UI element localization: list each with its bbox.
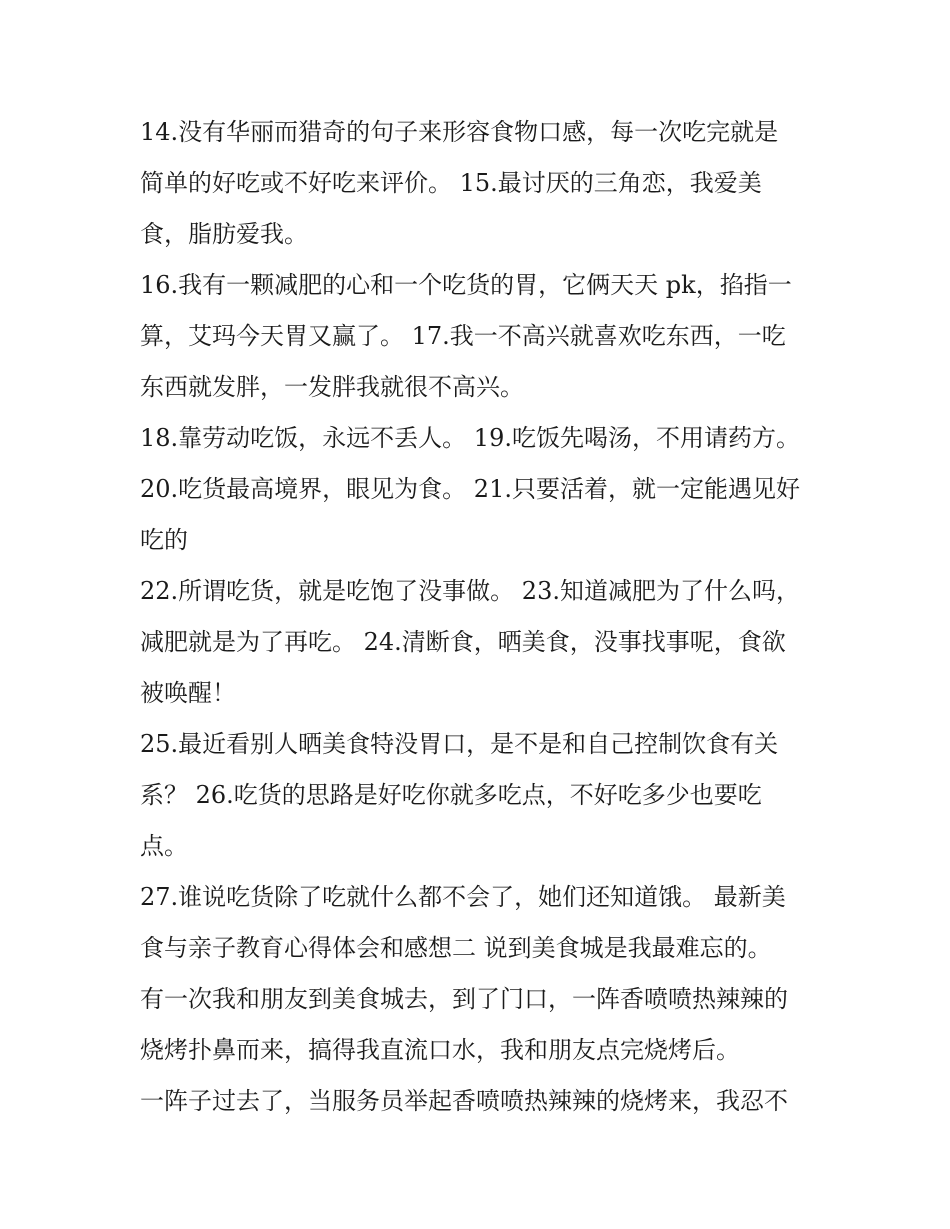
text-line: 简单的好吃或不好吃来评价。 15.最讨厌的三角恋，我爱美	[140, 169, 762, 197]
text-line: 14.没有华丽而猎奇的句子来形容食物口感，每一次吃完就是	[140, 118, 779, 146]
body-text	[140, 107, 820, 1127]
text-line: 系？ 26.吃货的思路是好吃你就多吃点，不好吃多少也要吃	[140, 781, 762, 809]
text-line: 有一次我和朋友到美食城去，到了门口，一阵香喷喷热辣辣的	[140, 985, 788, 1013]
text-line: 点。	[140, 832, 188, 860]
text-line: 16.我有一颗减肥的心和一个吃货的胃，它俩天天 pk，掐指一	[140, 271, 792, 299]
text-line: 20.吃货最高境界，眼见为食。 21.只要活着，就一定能遇见好	[140, 475, 800, 503]
text-line: 18.靠劳动吃饭，永远不丢人。 19.吃饭先喝汤，不用请药方。	[140, 424, 800, 452]
text-line: 25.最近看别人晒美食特没胃口，是不是和自己控制饮食有关	[140, 730, 779, 758]
text-line: 东西就发胖，一发胖我就很不高兴。	[140, 373, 524, 401]
text-line: 减肥就是为了再吃。 24.清断食，晒美食，没事找事呢，食欲	[140, 628, 786, 656]
text-line: 22.所谓吃货，就是吃饱了没事做。 23.知道减肥为了什么吗，	[140, 577, 800, 605]
text-line: 烧烤扑鼻而来，搞得我直流口水，我和朋友点完烧烤后。	[140, 1036, 740, 1064]
text-line: 食与亲子教育心得体会和感想二 说到美食城是我最难忘的。	[140, 934, 772, 962]
text-line: 27.谁说吃货除了吃就什么都不会了，她们还知道饿。 最新美	[140, 883, 786, 911]
text-line: 吃的	[140, 526, 188, 554]
text-line: 食，脂肪爱我。	[140, 220, 308, 248]
text-line: 一阵子过去了，当服务员举起香喷喷热辣辣的烧烤来，我忍不	[140, 1087, 788, 1115]
text-line: 被唤醒！	[140, 679, 236, 707]
text-line: 算，艾玛今天胃又赢了。 17.我一不高兴就喜欢吃东西，一吃	[140, 322, 786, 350]
